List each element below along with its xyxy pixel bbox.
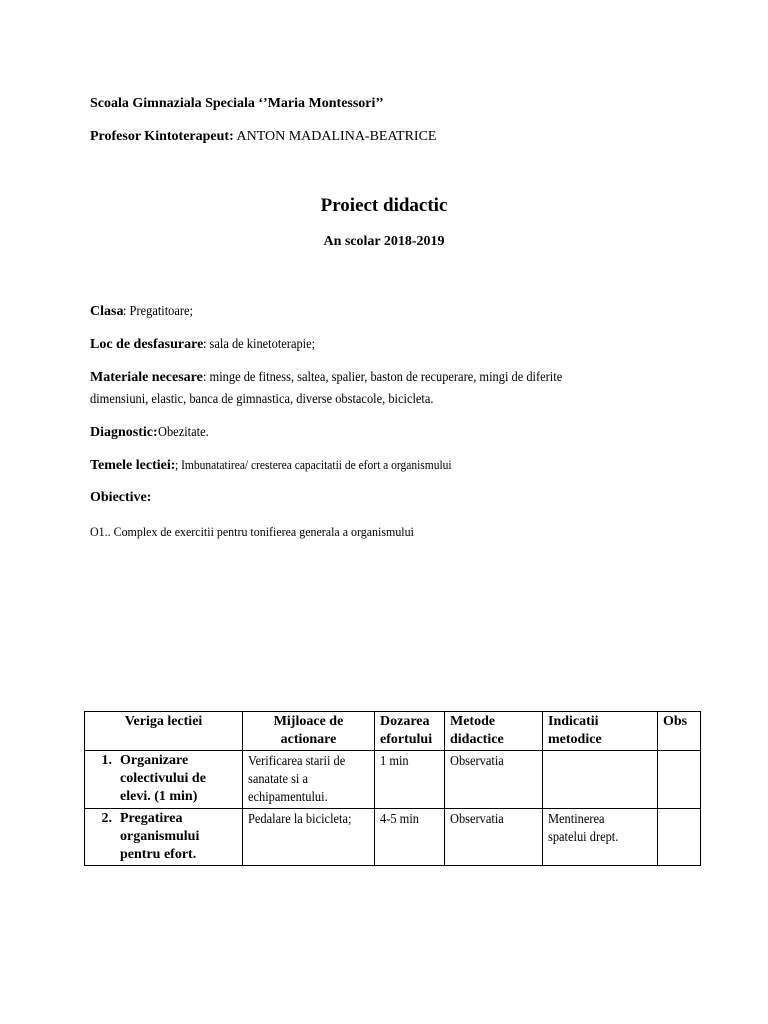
diagnostic-label: Diagnostic: xyxy=(90,425,158,440)
header-obs: Obs xyxy=(658,712,701,751)
cell-indicatii xyxy=(543,751,658,809)
teme-label: Temele lectiei: xyxy=(90,458,176,473)
cell-veriga xyxy=(85,751,243,809)
cell-veriga xyxy=(85,809,243,866)
clasa-line xyxy=(90,302,200,321)
materiale-value-1: : minge de fitness, saltea, spalier, baston de recuperare, mingi de diferite xyxy=(202,369,563,384)
teacher-name: ANTON MADALINA-BEATRICE xyxy=(236,129,437,144)
o1-text: O1.. Complex de exercitii pentru tonifierea generala a organismului xyxy=(90,524,414,539)
metode-text: Observatia xyxy=(450,753,504,768)
dozarea-text: 1 min xyxy=(380,753,409,768)
table-row xyxy=(85,751,701,809)
teme-line xyxy=(90,456,476,475)
header-indicatii: Indicatii metodice xyxy=(543,712,658,751)
obiective-label: Obiective: xyxy=(90,490,152,505)
header-metode: Metode didactice xyxy=(445,712,543,751)
table-header-row xyxy=(85,712,701,751)
metode-text: Observatia xyxy=(450,811,504,826)
cell-obs xyxy=(658,751,701,809)
indicatii-text: Mentinerea spatelui drept. xyxy=(548,811,619,844)
dozarea-text: 4-5 min xyxy=(380,811,419,826)
header-veriga: Veriga lectiei xyxy=(85,712,243,751)
cell-mijloace xyxy=(243,751,375,809)
mijloace-text: Verificarea starii de sanatate si a echipamentului. xyxy=(248,753,346,804)
mijloace-text: Pedalare la bicicleta; xyxy=(248,811,352,826)
teme-value: ; Imbunatatirea/ cresterea capacitatii de efort a organismului xyxy=(175,458,453,472)
cell-indicatii xyxy=(543,809,658,866)
veriga-text: Organizare colectivului de elevi. (1 min) xyxy=(120,753,206,804)
objective-o1 xyxy=(90,523,442,542)
cell-dozarea xyxy=(375,751,445,809)
veriga-text: Pregatirea organismului pentru efort. xyxy=(120,811,200,862)
materiale-paragraph xyxy=(90,366,690,410)
clasa-value: : Pregatitoare; xyxy=(123,303,194,318)
cell-metode xyxy=(445,809,543,866)
cell-obs xyxy=(658,809,701,866)
materiale-label: Materiale necesare xyxy=(90,370,203,385)
school-name: Scoala Gimnaziala Speciala ‘’Maria Montessori’’ xyxy=(90,96,384,111)
loc-value: : sala de kinetoterapie; xyxy=(203,336,316,351)
diagnostic-value: Obezitate. xyxy=(157,424,209,439)
page-title: Proiect didactic xyxy=(320,195,448,216)
teacher-label: Profesor Kintoterapeut: xyxy=(90,129,234,144)
lesson-table xyxy=(84,711,701,866)
row-number: 1. xyxy=(101,753,112,768)
loc-label: Loc de desfasurare xyxy=(90,337,204,352)
clasa-label: Clasa xyxy=(90,304,124,319)
table-row xyxy=(85,809,701,866)
row-number: 2. xyxy=(101,811,112,826)
materiale-value-2: dimensiuni, elastic, banca de gimnastica, diverse obstacole, bicicleta. xyxy=(90,391,434,406)
cell-mijloace xyxy=(243,809,375,866)
diagnostic-line xyxy=(90,423,213,442)
teacher-line xyxy=(90,128,436,146)
header-mijloace: Mijloace de actionare xyxy=(243,712,375,751)
loc-line xyxy=(90,335,325,354)
cell-dozarea xyxy=(375,809,445,866)
school-year: An scolar 2018-2019 xyxy=(323,234,445,249)
cell-metode xyxy=(445,751,543,809)
header-dozarea: Dozarea efortului xyxy=(375,712,445,751)
